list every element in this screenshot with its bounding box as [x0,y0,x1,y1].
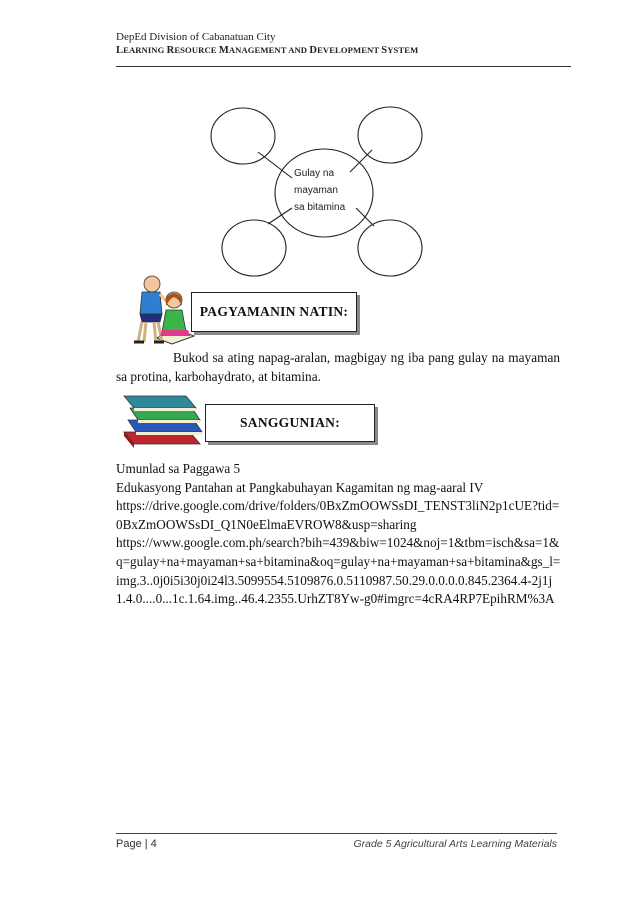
connector-bottom-left [268,208,292,224]
reference-link[interactable]: https://www.google.com.ph/search?bih=439&biw=1024&noj=1&tbm=isch&sa=1&q=gulay+na+mayaman+sa+bitamina&oq=gulay+na+mayaman+sa+bitamina&gs_l=img.3..0j0i5i30j0i24l3.5099554.5109876.0.5110987.50.29.0.0.0.0.845.2364.4-2j1j1.4.0....0...1c.1.64.img..46.4.2355.UrhZT8Yw-g0#imgrc=4cRA4RP7EpihRM%3A [116,535,561,607]
reference-list [116,460,562,609]
bubble-bottom-left [222,220,286,276]
center-bubble-label: Gulay na mayaman sa bitamina [294,168,346,213]
header-division: DepEd Division of Cabanatuan City [116,31,276,43]
children-reading-icon [134,276,194,344]
pagyamanin-title: PAGYAMANIN NATIN: [199,304,349,319]
stack-of-books-icon [124,396,202,448]
reference-link[interactable]: https://drive.google.com/drive/folders/0BxZmOOWSsDI_TENST3liN2p1cUE?tid=0BxZmOOWSsDI_Q1N0eElmaEVROW8&usp=sharing [116,498,560,532]
sanggunian-banner [205,404,375,442]
sanggunian-title: SANGGUNIAN: [239,415,341,430]
header-system: LEARNING RESOURCE MANAGEMENT AND DEVELOPMENT SYSTEM [116,45,419,56]
pagyamanin-banner [191,292,357,332]
bubble-top-right [358,107,422,163]
pagyamanin-paragraph: Bukod sa ating napag-aralan, magbigay ng iba pang gulay na mayaman sa protina, karbohaydrato, at bitamina. [116,350,560,384]
reference-item: Edukasyong Pantahan at Pangkabuhayan Kagamitan ng mag-aaral IV [116,479,484,495]
page-number: Page | 4 [116,838,157,850]
footer-title: Grade 5 Agricultural Arts Learning Materials [353,838,557,850]
reference-item: Umunlad sa Paggawa 5 [116,461,241,476]
footer-divider [116,833,557,834]
bubble-top-left [211,108,275,164]
bubble-bottom-right [358,220,422,276]
